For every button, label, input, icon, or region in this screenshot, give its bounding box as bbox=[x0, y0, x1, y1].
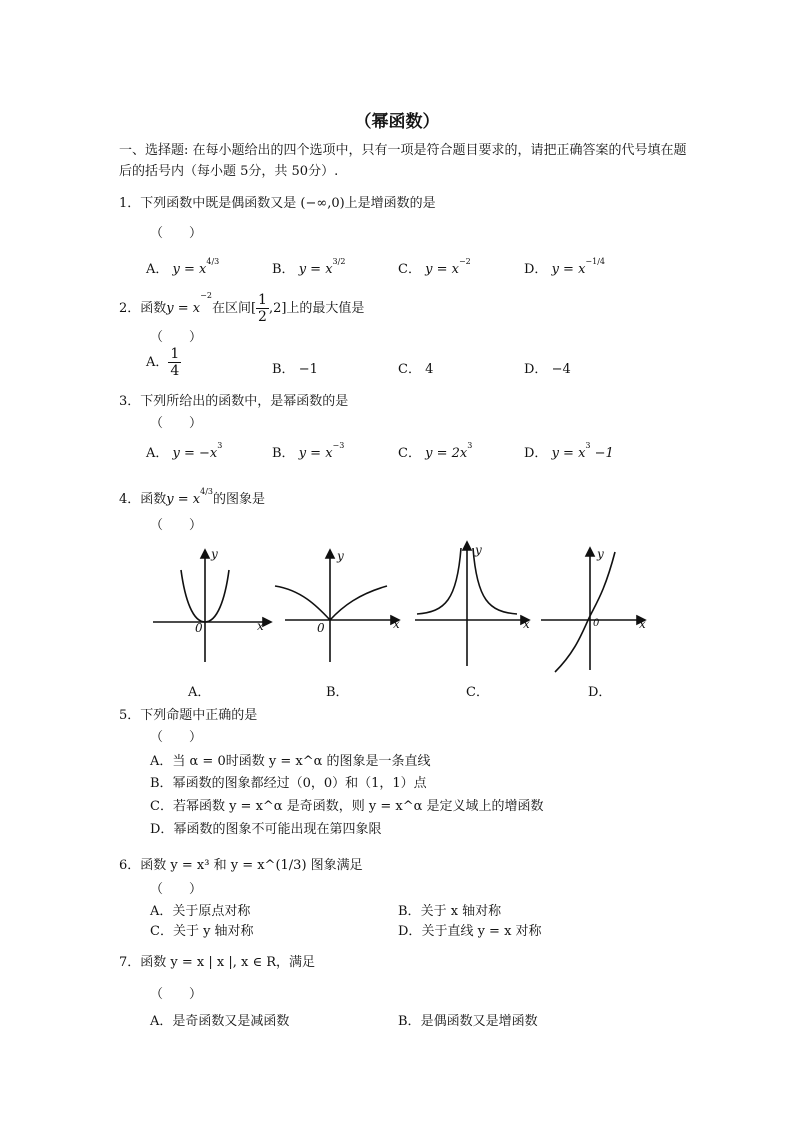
q3-option-b: B． $y = x^{-3}$ bbox=[272, 441, 345, 461]
answer-paren-1: （ ） bbox=[150, 226, 203, 241]
graph-a-x-label: x bbox=[257, 619, 264, 633]
graph-label-b: B． bbox=[326, 685, 349, 700]
q1-option-b: B． $y = x^{3/2}$ bbox=[272, 257, 346, 277]
q2-fraction: $\frac{1}{2}$ bbox=[258, 292, 267, 325]
answer-paren-7: （ ） bbox=[150, 987, 203, 1002]
question-3: 3．下列所给出的函数中，是幂函数的是 bbox=[119, 394, 349, 409]
question-2: 2．函数$y = x^{-2}$在区间[ $\frac{1}{2}$ ,2]上的最大值是 bbox=[119, 291, 365, 325]
graph-a-origin: 0 bbox=[195, 621, 203, 635]
q5-option-c: C．若幂函数 y = x^α 是奇函数，则 y = x^α 是定义域上的增函数 bbox=[150, 799, 544, 814]
graph-c-x-label: x bbox=[523, 617, 530, 631]
q1-option-c: C． $y = x^{-2}$ bbox=[398, 257, 471, 277]
graph-b-origin: 0 bbox=[317, 621, 325, 635]
graph-label-a: A． bbox=[188, 685, 211, 700]
graph-a bbox=[153, 547, 271, 662]
graph-b-y-label: y bbox=[337, 549, 344, 563]
answer-paren-3: （ ） bbox=[150, 416, 203, 431]
q7-option-b: B．是偶函数又是增函数 bbox=[398, 1014, 538, 1029]
graph-a-y-label: y bbox=[211, 547, 218, 561]
q3-option-a: A． $y = -x^3$ bbox=[146, 441, 223, 461]
q1-option-a: A． $y = x^{4/3}$ bbox=[146, 257, 220, 277]
q3-option-d: D． $y = x^3 -1$ bbox=[524, 441, 614, 461]
question-1-stem: 下列函数中既是偶函数又是 (−∞,0)上是增函数的是 bbox=[140, 196, 436, 211]
question-5: 5．下列命题中正确的是 bbox=[119, 708, 258, 723]
graph-c-y-label: y bbox=[475, 543, 482, 557]
q6-option-a: A．关于原点对称 bbox=[150, 904, 251, 919]
question-6: 6．函数 y = x³ 和 y = x^(1/3) 图象满足 bbox=[119, 858, 363, 873]
q3-option-c: C． $y = 2x^3$ bbox=[398, 441, 473, 461]
graph-d-y-label: y bbox=[597, 547, 604, 561]
q2-option-d: D． −4 bbox=[524, 362, 571, 377]
q2-option-b: B． −1 bbox=[272, 362, 318, 377]
graph-b-x-label: x bbox=[393, 617, 400, 631]
graph-b bbox=[275, 549, 400, 662]
q6-option-b: B．关于 x 轴对称 bbox=[398, 904, 502, 919]
q2-option-a: A． $\frac{1}{4}$ bbox=[146, 346, 180, 379]
q4-graphs bbox=[145, 540, 655, 680]
graph-d-x-label: x bbox=[639, 617, 646, 631]
q7-option-a: A．是奇函数又是减函数 bbox=[150, 1014, 290, 1029]
graph-d bbox=[541, 547, 646, 672]
q6-option-c: C．关于 y 轴对称 bbox=[150, 924, 254, 939]
graph-label-d: D． bbox=[588, 685, 612, 700]
page-title: （幂函数） bbox=[354, 112, 440, 132]
answer-paren-2: （ ） bbox=[150, 330, 203, 345]
q2-option-c: C． 4 bbox=[398, 362, 434, 377]
q6-option-d: D．关于直线 y = x 对称 bbox=[398, 924, 542, 939]
answer-paren-6: （ ） bbox=[150, 882, 203, 897]
section-intro: 一、选择题: 在每小题给出的四个选项中，只有一项是符合题目要求的，请把正确答案的代号填在题后的括号内（每小题 5分，共 50分）. bbox=[119, 143, 687, 179]
q5-option-b: B．幂函数的图象都经过（0，0）和（1，1）点 bbox=[150, 776, 427, 791]
graph-c bbox=[415, 542, 530, 666]
graph-label-c: C． bbox=[466, 685, 489, 700]
question-1: 1．下列函数中既是偶函数又是 (−∞,0)上是增函数的是 bbox=[119, 196, 436, 211]
q5-option-a: A．当 α = 0时函数 y = x^α 的图象是一条直线 bbox=[150, 754, 431, 769]
answer-paren-5: （ ） bbox=[150, 730, 203, 745]
answer-paren-4: （ ） bbox=[150, 518, 203, 533]
q1-option-d: D． $y = x^{-1/4}$ bbox=[524, 257, 605, 277]
graph-d-origin: 0 bbox=[593, 618, 600, 629]
q5-option-d: D．幂函数的图象不可能出现在第四象限 bbox=[150, 822, 382, 837]
question-7: 7．函数 y = x | x |, x ∈ R，满足 bbox=[119, 955, 316, 970]
question-4: 4．函数$y = x^{4/3}$的图象是 bbox=[119, 487, 266, 507]
